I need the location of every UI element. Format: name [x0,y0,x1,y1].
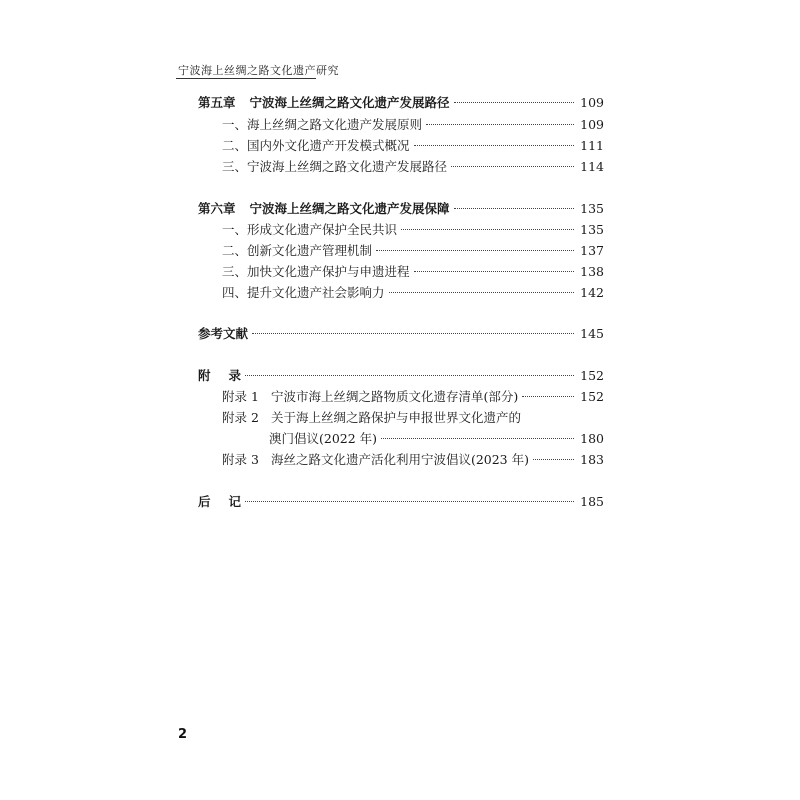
postscript-label: 记 [228,494,242,509]
toc-chapter-6[interactable] [198,201,604,217]
page-ref: 111 [580,138,604,153]
toc-references[interactable] [198,326,604,342]
page-ref: 114 [580,159,604,174]
appendix-number: 附录 3 [222,452,259,467]
page-ref: 183 [580,452,604,467]
toc-item[interactable] [222,285,604,301]
toc-item-label: 海丝之路文化遗产活化利用宁波倡议(2023 年) [270,452,529,467]
running-head: 宁波海上丝绸之路文化遗产研究 [178,64,339,77]
appendix-number: 附录 1 [222,389,259,404]
toc-item-label: 一、海上丝绸之路文化遗产发展原则 [222,117,423,132]
dot-leader [414,271,575,272]
dot-leader [245,375,574,376]
toc-item-label: 澳门倡议(2022 年) [269,431,378,446]
toc-appendix[interactable] [198,368,604,384]
chapter-title: 宁波海上丝绸之路文化遗产发展保障 [249,201,450,216]
toc-item[interactable] [222,264,604,280]
page-ref: 185 [580,494,604,509]
toc-item-label: 三、宁波海上丝绸之路文化遗产发展路径 [222,159,448,174]
toc-item-label: 关于海上丝绸之路保护与申报世界文化遗产的 [270,410,521,425]
dot-leader [522,396,574,397]
dot-leader [451,166,574,167]
page-ref: 180 [580,431,604,446]
appendix-label: 录 [228,368,242,383]
toc-item[interactable] [222,222,604,238]
toc-chapter-5[interactable] [198,95,604,111]
toc-item-label: 三、加快文化遗产保护与申遗进程 [222,264,410,279]
toc-postscript[interactable] [198,494,604,510]
page-ref: 142 [580,285,604,300]
appendix-label: 附 [198,368,211,383]
dot-leader [252,333,574,334]
dot-leader [426,124,574,125]
toc-appendix-item[interactable] [222,389,604,405]
page-ref: 145 [580,326,604,341]
page-ref: 109 [580,117,604,132]
page-ref: 138 [580,264,604,279]
dot-leader [245,501,574,502]
chapter-title: 宁波海上丝绸之路文化遗产发展路径 [249,95,450,110]
page-ref: 152 [580,389,604,404]
page-ref: 135 [580,201,604,216]
page-ref: 137 [580,243,604,258]
appendix-number: 附录 2 [222,410,259,425]
toc-item[interactable] [222,159,604,175]
dot-leader [376,250,574,251]
toc-appendix-item[interactable] [222,410,604,426]
toc-item-label: 二、国内外文化遗产开发模式概况 [222,138,410,153]
dot-leader [381,438,574,439]
page-ref: 135 [580,222,604,237]
toc-appendix-item-continued[interactable] [269,431,604,447]
toc-item[interactable] [222,138,604,154]
references-label: 参考文献 [198,326,249,341]
toc-item-label: 一、形成文化遗产保护全民共识 [222,222,398,237]
dot-leader [454,102,575,103]
page-ref: 152 [580,368,604,383]
page-ref: 109 [580,95,604,110]
toc-item-label: 宁波市海上丝绸之路物质文化遗存清单(部分) [270,389,519,404]
dot-leader [401,229,574,230]
dot-leader [414,145,575,146]
dot-leader [454,208,575,209]
toc-item[interactable] [222,243,604,259]
page-number: 2 [178,727,188,742]
toc-item-label: 四、提升文化遗产社会影响力 [222,285,385,300]
chapter-number: 第六章 [198,201,236,216]
dot-leader [533,459,574,460]
toc-appendix-item[interactable] [222,452,604,468]
postscript-label: 后 [198,494,211,509]
chapter-number: 第五章 [198,95,236,110]
toc-item[interactable] [222,117,604,133]
dot-leader [389,292,575,293]
toc-item-label: 二、创新文化遗产管理机制 [222,243,373,258]
